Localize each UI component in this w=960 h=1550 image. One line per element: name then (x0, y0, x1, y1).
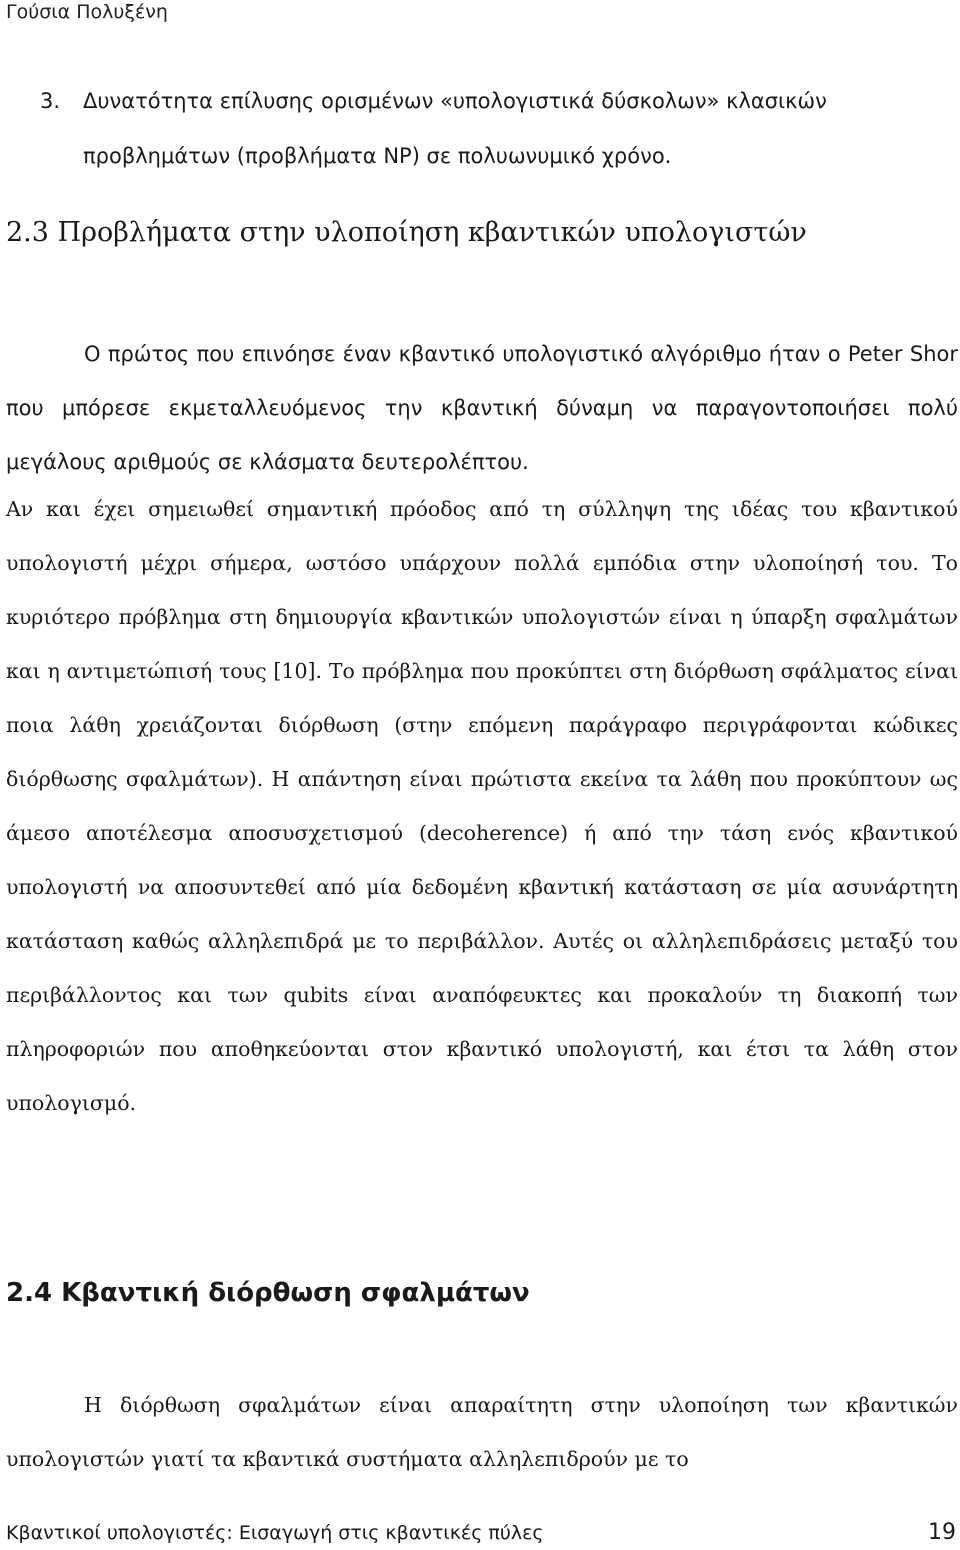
paragraph-shor: Ο πρώτος που επινόησε έναν κβαντικό υπολογιστικό αλγόριθμο ήταν ο Peter Shor που μπόρεσε εκμεταλλευόμενος την κβαντική δύναμη να παραγοντοποιήσει πολύ μεγάλους αριθμούς σε κλάσματα δευτερολέπτου. (6, 342, 958, 474)
section-heading-2-4: 2.4 Κβαντική διόρθωση σφαλμάτων (6, 1278, 530, 1308)
page-header-author: Γούσια Πολυξένη (6, 1, 168, 23)
paragraph-error-correction: Η διόρθωση σφαλμάτων είναι απαραίτητη στην υλοποίηση των κβαντικών υπολογιστών γιατί τα κβαντικά συστήματα αλληλεπιδρούν με το (6, 1393, 958, 1471)
list-item-3 (40, 74, 950, 184)
section-heading-2-3: 2.3 Προβλήματα στην υλοποίηση κβαντικών υπολογιστών (6, 217, 807, 248)
list-item-text: Δυνατότητα επίλυσης ορισμένων «υπολογιστικά δύσκολων» κλασικών προβλημάτων (προβλήματα NP) σε πολυωνυμικό χρόνο. (83, 89, 827, 168)
footer-title: Κβαντικοί υπολογιστές: Εισαγωγή στις κβαντικές πύλες (6, 1522, 544, 1544)
paragraph-obstacles: Αν και έχει σημειωθεί σημαντική πρόοδος από τη σύλληψη της ιδέας του κβαντικού υπολογιστή μέχρι σήμερα, ωστόσο υπάρχουν πολλά εμπόδια στην υλοποίησή του. Το κυριότερο πρόβλημα στη δημιουργία κβαντικών υπολογιστών είναι η ύπαρξη σφαλμάτων και η αντιμετώπισή τους [10]. Το πρόβλημα που προκύπτει στη διόρθωση σφάλματος είναι ποια λάθη χρειάζονται διόρθωση (στην επόμενη παράγραφο περιγράφονται κώδικες διόρθωσης σφαλμάτων). Η απάντηση είναι πρώτιστα εκείνα τα λάθη που προκύπτουν ως άμεσο αποτέλεσμα αποσυσχετισμού (decoherence) ή από την τάση ενός κβαντικού υπολογιστή να αποσυντεθεί από μία δεδομένη κβαντική κατάσταση σε μία ασυνάρτητη κατάσταση καθώς αλληλεπιδρά με το περιβάλλον. Αυτές οι αλληλεπιδράσεις μεταξύ του περιβάλλοντος και των qubits είναι αναπόφευκτες και προκαλούν τη διακοπή των πληροφοριών που αποθηκεύονται στον κβαντικό υπολογιστή, και έτσι τα λάθη στον υπολογισμό. (6, 497, 958, 1115)
page-number: 19 (928, 1520, 956, 1545)
list-item-number: 3. (40, 89, 61, 113)
